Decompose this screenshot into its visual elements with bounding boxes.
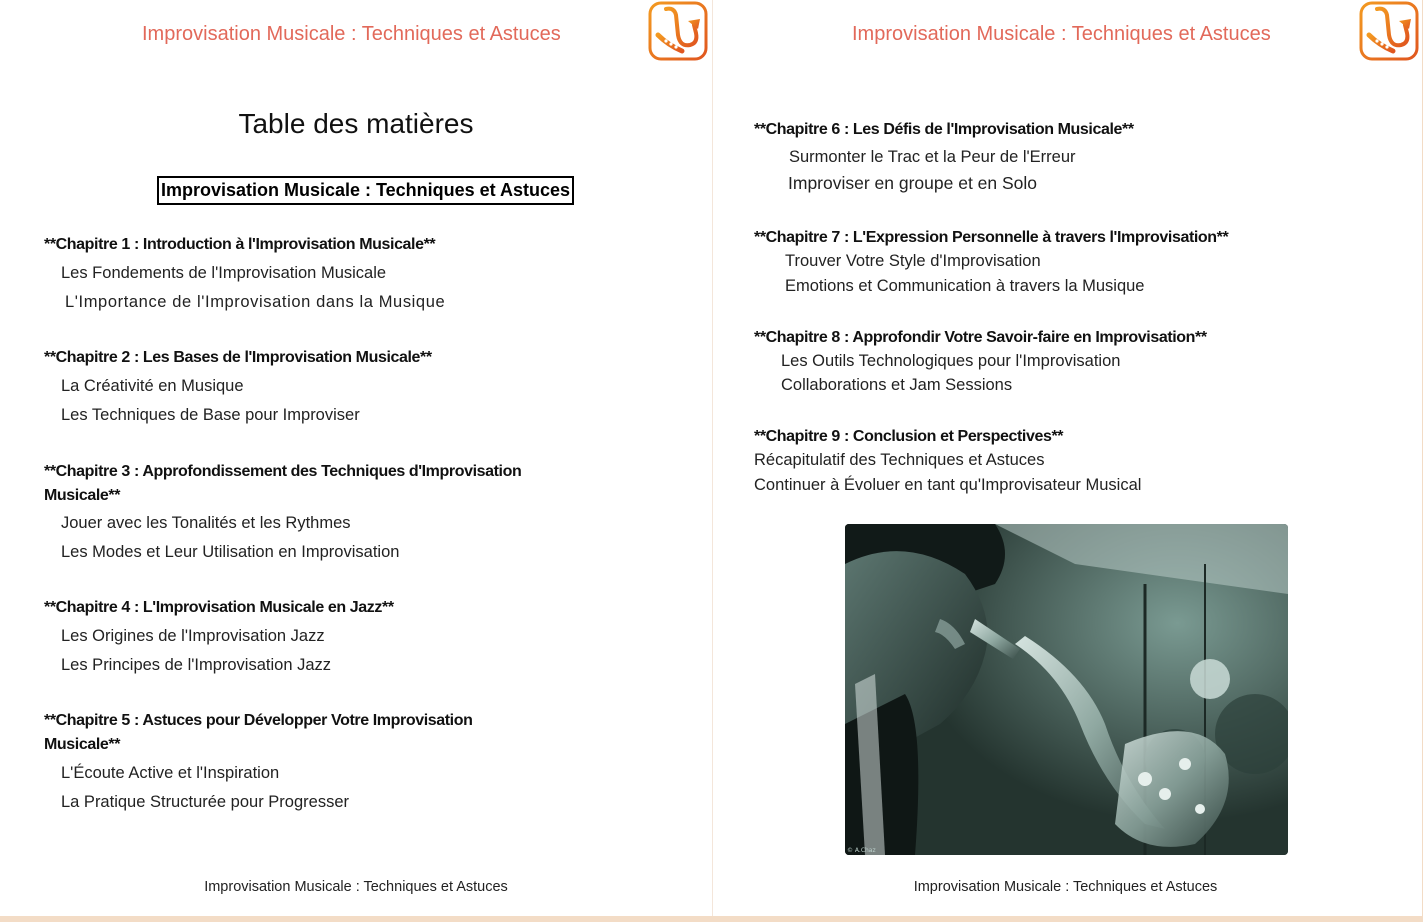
saxophone-player-photo: [845, 524, 1288, 855]
chapter-5-section-1: L'Écoute Active et l'Inspiration: [61, 764, 280, 782]
chapter-6-title: **Chapitre 6 : Les Défis de l'Improvisation Musicale**: [754, 121, 1134, 138]
chapter-1-title: **Chapitre 1 : Introduction à l'Improvisation Musicale**: [44, 236, 436, 253]
book-title-box: Improvisation Musicale : Techniques et Astuces: [157, 176, 574, 205]
chapter-8-section-1: Les Outils Technologiques pour l'Improvisation: [781, 352, 1121, 370]
chapter-3-title: **Chapitre 3 : Approfondissement des Techniques d'Improvisation Musicale**: [44, 463, 522, 504]
right-page: [712, 0, 1422, 916]
chapter-7-title: **Chapitre 7 : L'Expression Personnelle à travers l'Improvisation**: [754, 229, 1229, 246]
chapter-7-section-1: Trouver Votre Style d'Improvisation: [785, 252, 1041, 270]
chapter-9-section-1: Récapitulatif des Techniques et Astuces: [754, 451, 1045, 469]
chapter-4-section-1: Les Origines de l'Improvisation Jazz: [61, 627, 325, 645]
chapter-1-section-1: Les Fondements de l'Improvisation Musicale: [61, 264, 387, 282]
page-header-title: Improvisation Musicale : Techniques et Astuces: [142, 23, 561, 45]
saxophone-logo-icon: [648, 1, 708, 61]
chapter-5-title: **Chapitre 5 : Astuces pour Développer Votre Improvisation Musicale**: [44, 712, 473, 753]
chapter-3-section-1: Jouer avec les Tonalités et les Rythmes: [61, 514, 351, 532]
chapter-9-title: **Chapitre 9 : Conclusion et Perspectives**: [754, 428, 1064, 445]
saxophone-logo-icon: [1359, 1, 1419, 61]
page-header-title: Improvisation Musicale : Techniques et Astuces: [852, 23, 1271, 45]
chapter-7-section-2: Emotions et Communication à travers la Musique: [785, 277, 1145, 295]
chapter-2-section-2: Les Techniques de Base pour Improviser: [61, 406, 360, 424]
chapter-8-section-2: Collaborations et Jam Sessions: [781, 376, 1013, 394]
left-page: [0, 0, 712, 916]
page-footer-title: Improvisation Musicale : Techniques et Astuces: [204, 879, 508, 895]
page-footer-title: Improvisation Musicale : Techniques et Astuces: [913, 879, 1218, 895]
chapter-6-section-2: Improviser en groupe et en Solo: [788, 173, 1038, 193]
chapter-8-title: **Chapitre 8 : Approfondir Votre Savoir-faire en Improvisation**: [754, 329, 1207, 346]
photo-credit: © A.Chaz: [847, 847, 876, 854]
chapter-4-section-2: Les Principes de l'Improvisation Jazz: [61, 656, 332, 674]
toc-heading: Table des matières: [238, 108, 474, 139]
chapter-9-section-2: Continuer à Évoluer en tant qu'Improvisateur Musical: [754, 476, 1142, 494]
chapter-2-section-1: La Créativité en Musique: [61, 377, 244, 395]
chapter-1-section-2: L'Importance de l'Improvisation dans la Musique: [65, 293, 446, 311]
chapter-2-title: **Chapitre 2 : Les Bases de l'Improvisation Musicale**: [44, 349, 432, 366]
chapter-3-section-2: Les Modes et Leur Utilisation en Improvisation: [61, 543, 400, 561]
chapter-4-title: **Chapitre 4 : L'Improvisation Musicale en Jazz**: [44, 599, 394, 616]
chapter-5-section-2: La Pratique Structurée pour Progresser: [61, 793, 349, 811]
chapter-6-section-1: Surmonter le Trac et la Peur de l'Erreur: [789, 148, 1076, 166]
